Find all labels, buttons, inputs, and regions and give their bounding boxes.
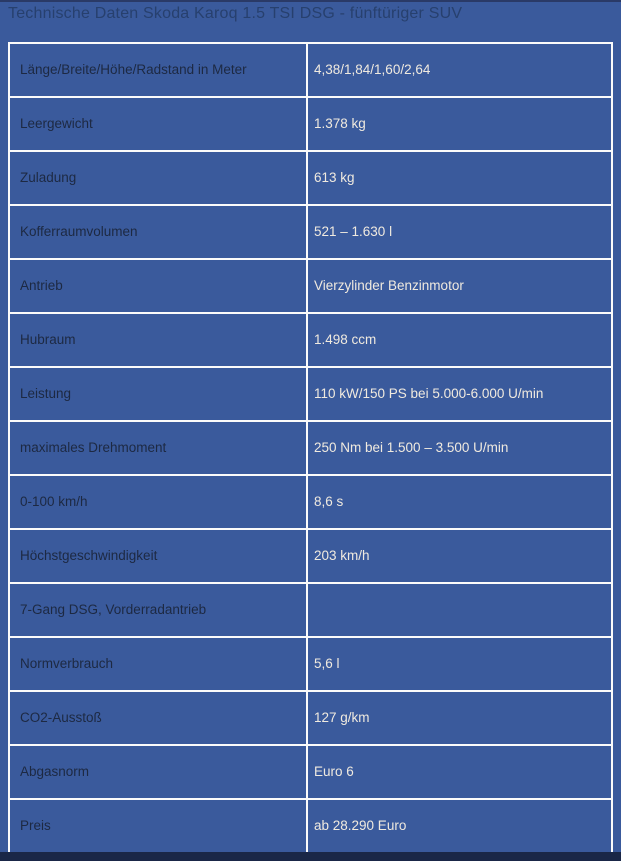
- table-row: [10, 314, 611, 368]
- table-row: [10, 98, 611, 152]
- spec-value-cell: 250 Nm bei 1.500 – 3.500 U/min: [314, 439, 509, 455]
- spec-table: [8, 42, 613, 854]
- table-row: [10, 368, 611, 422]
- page-title: Technische Daten Skoda Karoq 1.5 TSI DSG - fünftüriger SUV: [8, 5, 463, 22]
- spec-label-cell: Leistung: [10, 368, 308, 420]
- spec-value-cell: 1.378 kg: [314, 115, 366, 131]
- spec-value-cell: ab 28.290 Euro: [314, 817, 407, 833]
- spec-value-cell: Euro 6: [314, 763, 354, 779]
- spec-label-cell: Normverbrauch: [10, 638, 308, 690]
- table-row: [10, 206, 611, 260]
- spec-label-cell: Höchstgeschwindigkeit: [10, 530, 308, 582]
- table-row: [10, 530, 611, 584]
- spec-label-cell: Kofferraumvolumen: [10, 206, 308, 258]
- spec-value-cell: 4,38/1,84/1,60/2,64: [314, 61, 431, 77]
- spec-label-cell: maximales Drehmoment: [10, 422, 308, 474]
- spec-label-cell: Länge/Breite/Höhe/Radstand in Meter: [10, 44, 308, 96]
- spec-label-cell: Hubraum: [10, 314, 308, 366]
- spec-label-cell: Zuladung: [10, 152, 308, 204]
- spec-label-cell: CO2-Ausstoß: [10, 692, 308, 744]
- spec-value-cell: [308, 584, 611, 636]
- spec-label-cell: 7-Gang DSG, Vorderradantrieb: [10, 584, 308, 636]
- table-row: [10, 260, 611, 314]
- spec-value-cell: 203 km/h: [314, 547, 370, 563]
- footer-strip: [0, 852, 621, 861]
- table-row: [10, 800, 611, 852]
- spec-value-cell: 110 kW/150 PS bei 5.000-6.000 U/min: [314, 385, 544, 401]
- table-row: [10, 476, 611, 530]
- spec-value-cell: 127 g/km: [314, 709, 370, 725]
- spec-label-cell: Antrieb: [10, 260, 308, 312]
- table-row: [10, 638, 611, 692]
- table-row: [10, 692, 611, 746]
- spec-label-cell: 0-100 km/h: [10, 476, 308, 528]
- spec-value-cell: 5,6 l: [314, 655, 340, 671]
- table-row: [10, 44, 611, 98]
- spec-value-cell: 613 kg: [314, 169, 355, 185]
- table-row: [10, 584, 611, 638]
- table-row: [10, 422, 611, 476]
- spec-label-cell: Leergewicht: [10, 98, 308, 150]
- spec-value-cell: 8,6 s: [314, 493, 344, 509]
- spec-label-cell: Preis: [10, 800, 308, 852]
- table-row: [10, 152, 611, 206]
- spec-value-cell: Vierzylinder Benzinmotor: [314, 277, 464, 293]
- spec-value-cell: 521 – 1.630 l: [314, 223, 393, 239]
- table-row: [10, 746, 611, 800]
- spec-label-cell: Abgasnorm: [10, 746, 308, 798]
- spec-value-cell: 1.498 ccm: [314, 331, 377, 347]
